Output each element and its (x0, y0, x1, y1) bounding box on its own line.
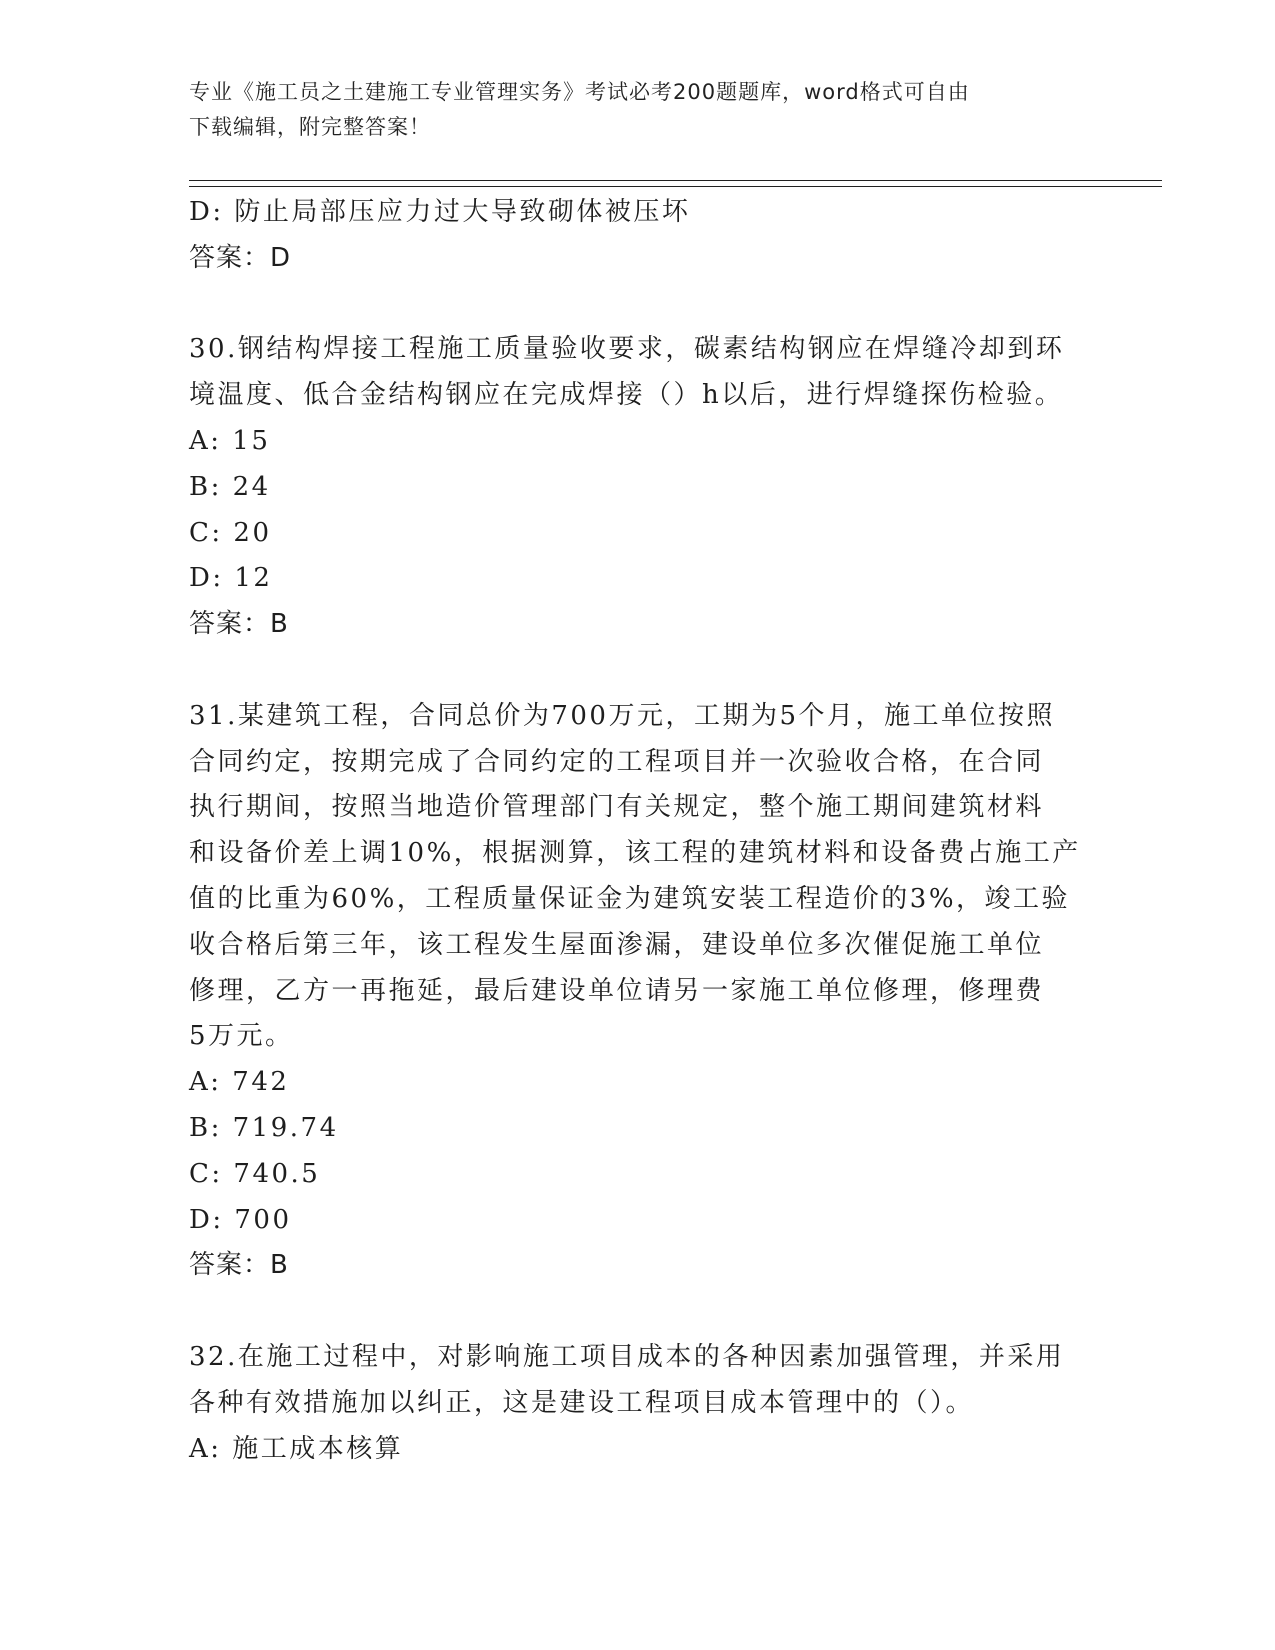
option-c: C: 20 (189, 517, 272, 548)
spacer (189, 648, 1089, 694)
option-a: A: 15 (189, 425, 271, 456)
question-31 (189, 694, 1089, 1289)
option-b: B: 719.74 (189, 1112, 339, 1143)
previous-question (189, 190, 1089, 282)
option-d: D: 12 (189, 563, 273, 594)
question-stem-line: 境温度、低合金结构钢应在完成焊接（）h以后，进行焊缝探伤检验。 (189, 380, 1064, 411)
option-a: A: 施工成本核算 (189, 1433, 404, 1464)
question-stem-line: 5万元。 (189, 1021, 294, 1052)
question-32 (189, 1335, 1089, 1472)
document-header (189, 75, 1089, 145)
question-stem-line: 30.钢结构焊接工程施工质量验收要求，碳素结构钢应在焊缝冷却到环 (189, 334, 1065, 365)
option-d: D: 防止局部压应力过大导致砌体被压坏 (189, 197, 691, 227)
question-stem-line: 收合格后第三年，该工程发生屋面渗漏，建设单位多次催促施工单位 (189, 929, 1045, 960)
question-stem-line: 执行期间，按照当地造价管理部门有关规定，整个施工期间建筑材料 (189, 792, 1045, 823)
answer: 答案：B (189, 1250, 289, 1281)
answer: 答案：D (189, 242, 292, 273)
document-body (189, 190, 1089, 1472)
question-stem-line: 合同约定，按期完成了合同约定的工程项目并一次验收合格，在合同 (189, 746, 1045, 777)
spacer (189, 1289, 1089, 1335)
question-stem-line: 32.在施工过程中，对影响施工项目成本的各种因素加强管理，并采用 (189, 1341, 1065, 1372)
question-stem-line: 值的比重为60%，工程质量保证金为建筑安装工程造价的3%，竣工验 (189, 883, 1071, 914)
option-c: C: 740.5 (189, 1158, 321, 1189)
option-d: D: 700 (189, 1204, 292, 1235)
option-a: A: 742 (189, 1067, 290, 1098)
header-line-2: 下载编辑，附完整答案！ (189, 115, 431, 139)
question-stem-line: 各种有效措施加以纠正，这是建设工程项目成本管理中的（）。 (189, 1387, 975, 1418)
header-rule-top (189, 180, 1162, 181)
header-line-1: 专业《施工员之土建施工专业管理实务》考试必考200题题库，word格式可自由 (189, 80, 970, 104)
question-stem-line: 修理，乙方一再拖延，最后建设单位请另一家施工单位修理，修理费 (189, 975, 1045, 1006)
header-rule-bottom (189, 186, 1162, 187)
spacer (189, 282, 1089, 328)
question-stem-line: 和设备价差上调10%，根据测算，该工程的建筑材料和设备费占施工产 (189, 838, 1081, 869)
question-30 (189, 327, 1089, 648)
answer: 答案：B (189, 609, 289, 640)
option-b: B: 24 (189, 471, 271, 502)
question-stem-line: 31.某建筑工程，合同总价为700万元，工期为5个月，施工单位按照 (189, 700, 1056, 731)
